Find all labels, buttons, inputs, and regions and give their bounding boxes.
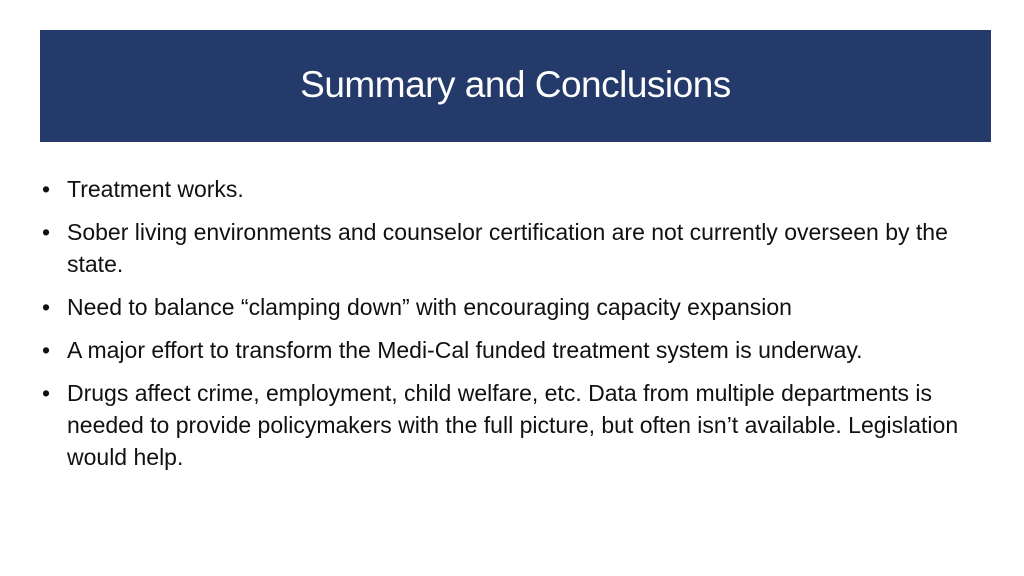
slide-title: Summary and Conclusions: [300, 64, 731, 105]
bullet-text: Need to balance “clamping down” with encouraging capacity expansion: [67, 294, 792, 320]
bullet-marker: •: [42, 219, 51, 245]
title-bar: [40, 30, 991, 142]
bullet-marker: •: [42, 176, 51, 202]
bullet-item: [42, 216, 972, 280]
bullet-marker: •: [42, 380, 51, 406]
bullet-list: [42, 173, 972, 484]
bullet-text: Drugs affect crime, employment, child welfare, etc. Data from multiple departments is needed to provide policymakers with the full picture, but often isn’t available. Legislation would help.: [67, 380, 959, 470]
bullet-item: [42, 291, 972, 323]
bullet-item: [42, 334, 972, 366]
bullet-item: [42, 377, 972, 473]
bullet-text: A major effort to transform the Medi-Cal funded treatment system is underway.: [67, 337, 863, 363]
bullet-text: Treatment works.: [67, 176, 244, 202]
bullet-item: [42, 173, 972, 205]
bullet-text: Sober living environments and counselor certification are not currently overseen by the state.: [67, 219, 948, 277]
bullet-marker: •: [42, 337, 51, 363]
bullet-marker: •: [42, 294, 51, 320]
